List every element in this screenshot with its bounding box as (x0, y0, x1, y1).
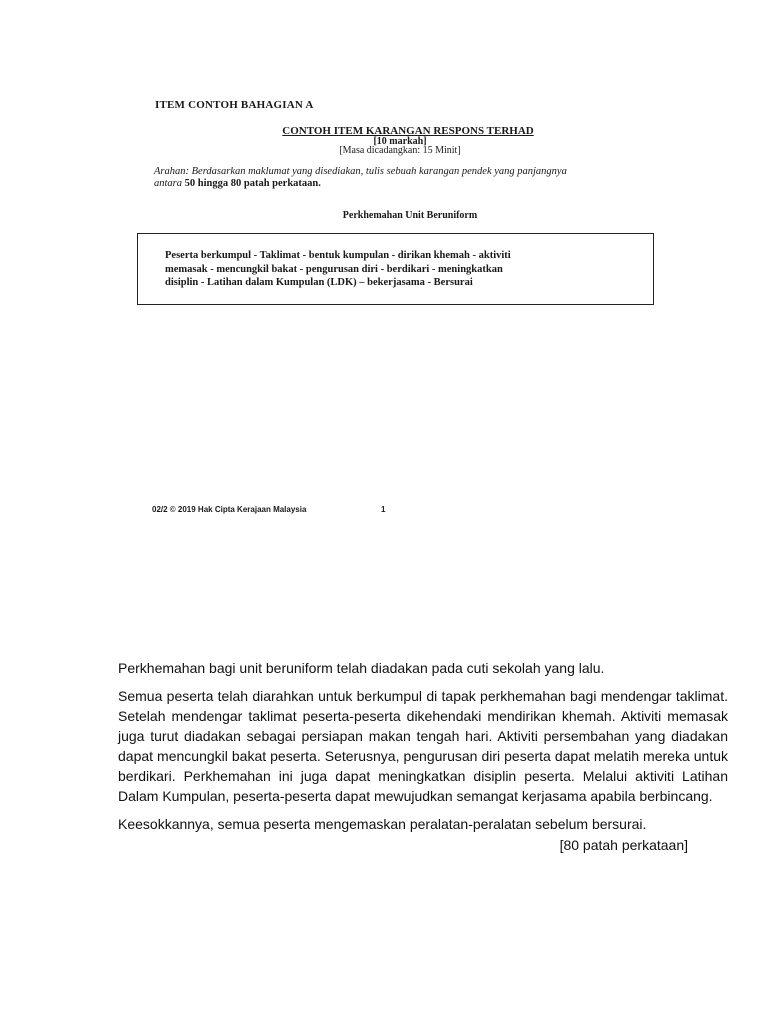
keywords-line: disiplin - Latihan dalam Kumpulan (LDK) – bekerjasama - Bersurai (165, 277, 473, 288)
suggested-time: [Masa dicadangkan: 15 Minit] (339, 145, 461, 156)
essay-paragraph: Keesokkannya, semua peserta mengemaskan peralatan-peralatan sebelum bersurai. (118, 816, 647, 832)
essay-paragraph (118, 686, 728, 806)
section-title: ITEM CONTOH BAHAGIAN A (155, 99, 314, 111)
footer-copyright: 02/2 © 2019 Hak Cipta Kerajaan Malaysia (152, 505, 307, 514)
essay-body (118, 658, 728, 842)
instruction-text: Berdasarkan maklumat yang disediakan, tulis sebuah karangan pendek yang panjangnya antara (154, 166, 567, 189)
instruction-prefix: Arahan: (154, 166, 189, 177)
word-count: [80 patah perkataan] (559, 837, 688, 853)
keywords-line: Peserta berkumpul - Taklimat - bentuk kumpulan - dirikan khemah - aktiviti (165, 250, 511, 261)
marks-label: [10 markah] (373, 136, 427, 147)
footer-page-number: 1 (381, 505, 386, 514)
instruction-word-range: 50 hingga 80 patah perkataan. (184, 178, 321, 189)
essay-paragraph: Perkhemahan bagi unit beruniform telah diadakan pada cuti sekolah yang lalu. (118, 660, 605, 676)
essay-paragraph-text: Semua peserta telah diarahkan untuk berkumpul di tapak perkhemahan bagi mendengar taklimat. Setelah mendengar taklimat peserta-peserta dikehendaki mendirikan khemah. Aktiviti memasak juga turut diadakan sebagai persiapan makan tengah hari. Aktiviti persembahan yang diadakan dapat mencungkil bakat peserta. Seterusnya, pengurusan diri peserta dapat melatih mereka untuk berdikari. Perkhemahan ini juga dapat meningkatkan disiplin peserta. Melalui aktiviti Latihan Dalam Kumpulan, peserta-peserta dapat mewujudkan semangat kerjasama apabila berbincang. (118, 688, 728, 804)
essay-topic: Perkhemahan Unit Beruniform (342, 210, 478, 221)
keywords-line: memasak - mencungkil bakat - pengurusan diri - berdikari - meningkatkan (165, 264, 503, 275)
item-title: CONTOH ITEM KARANGAN RESPONS TERHAD (282, 125, 534, 137)
instruction (154, 166, 584, 190)
